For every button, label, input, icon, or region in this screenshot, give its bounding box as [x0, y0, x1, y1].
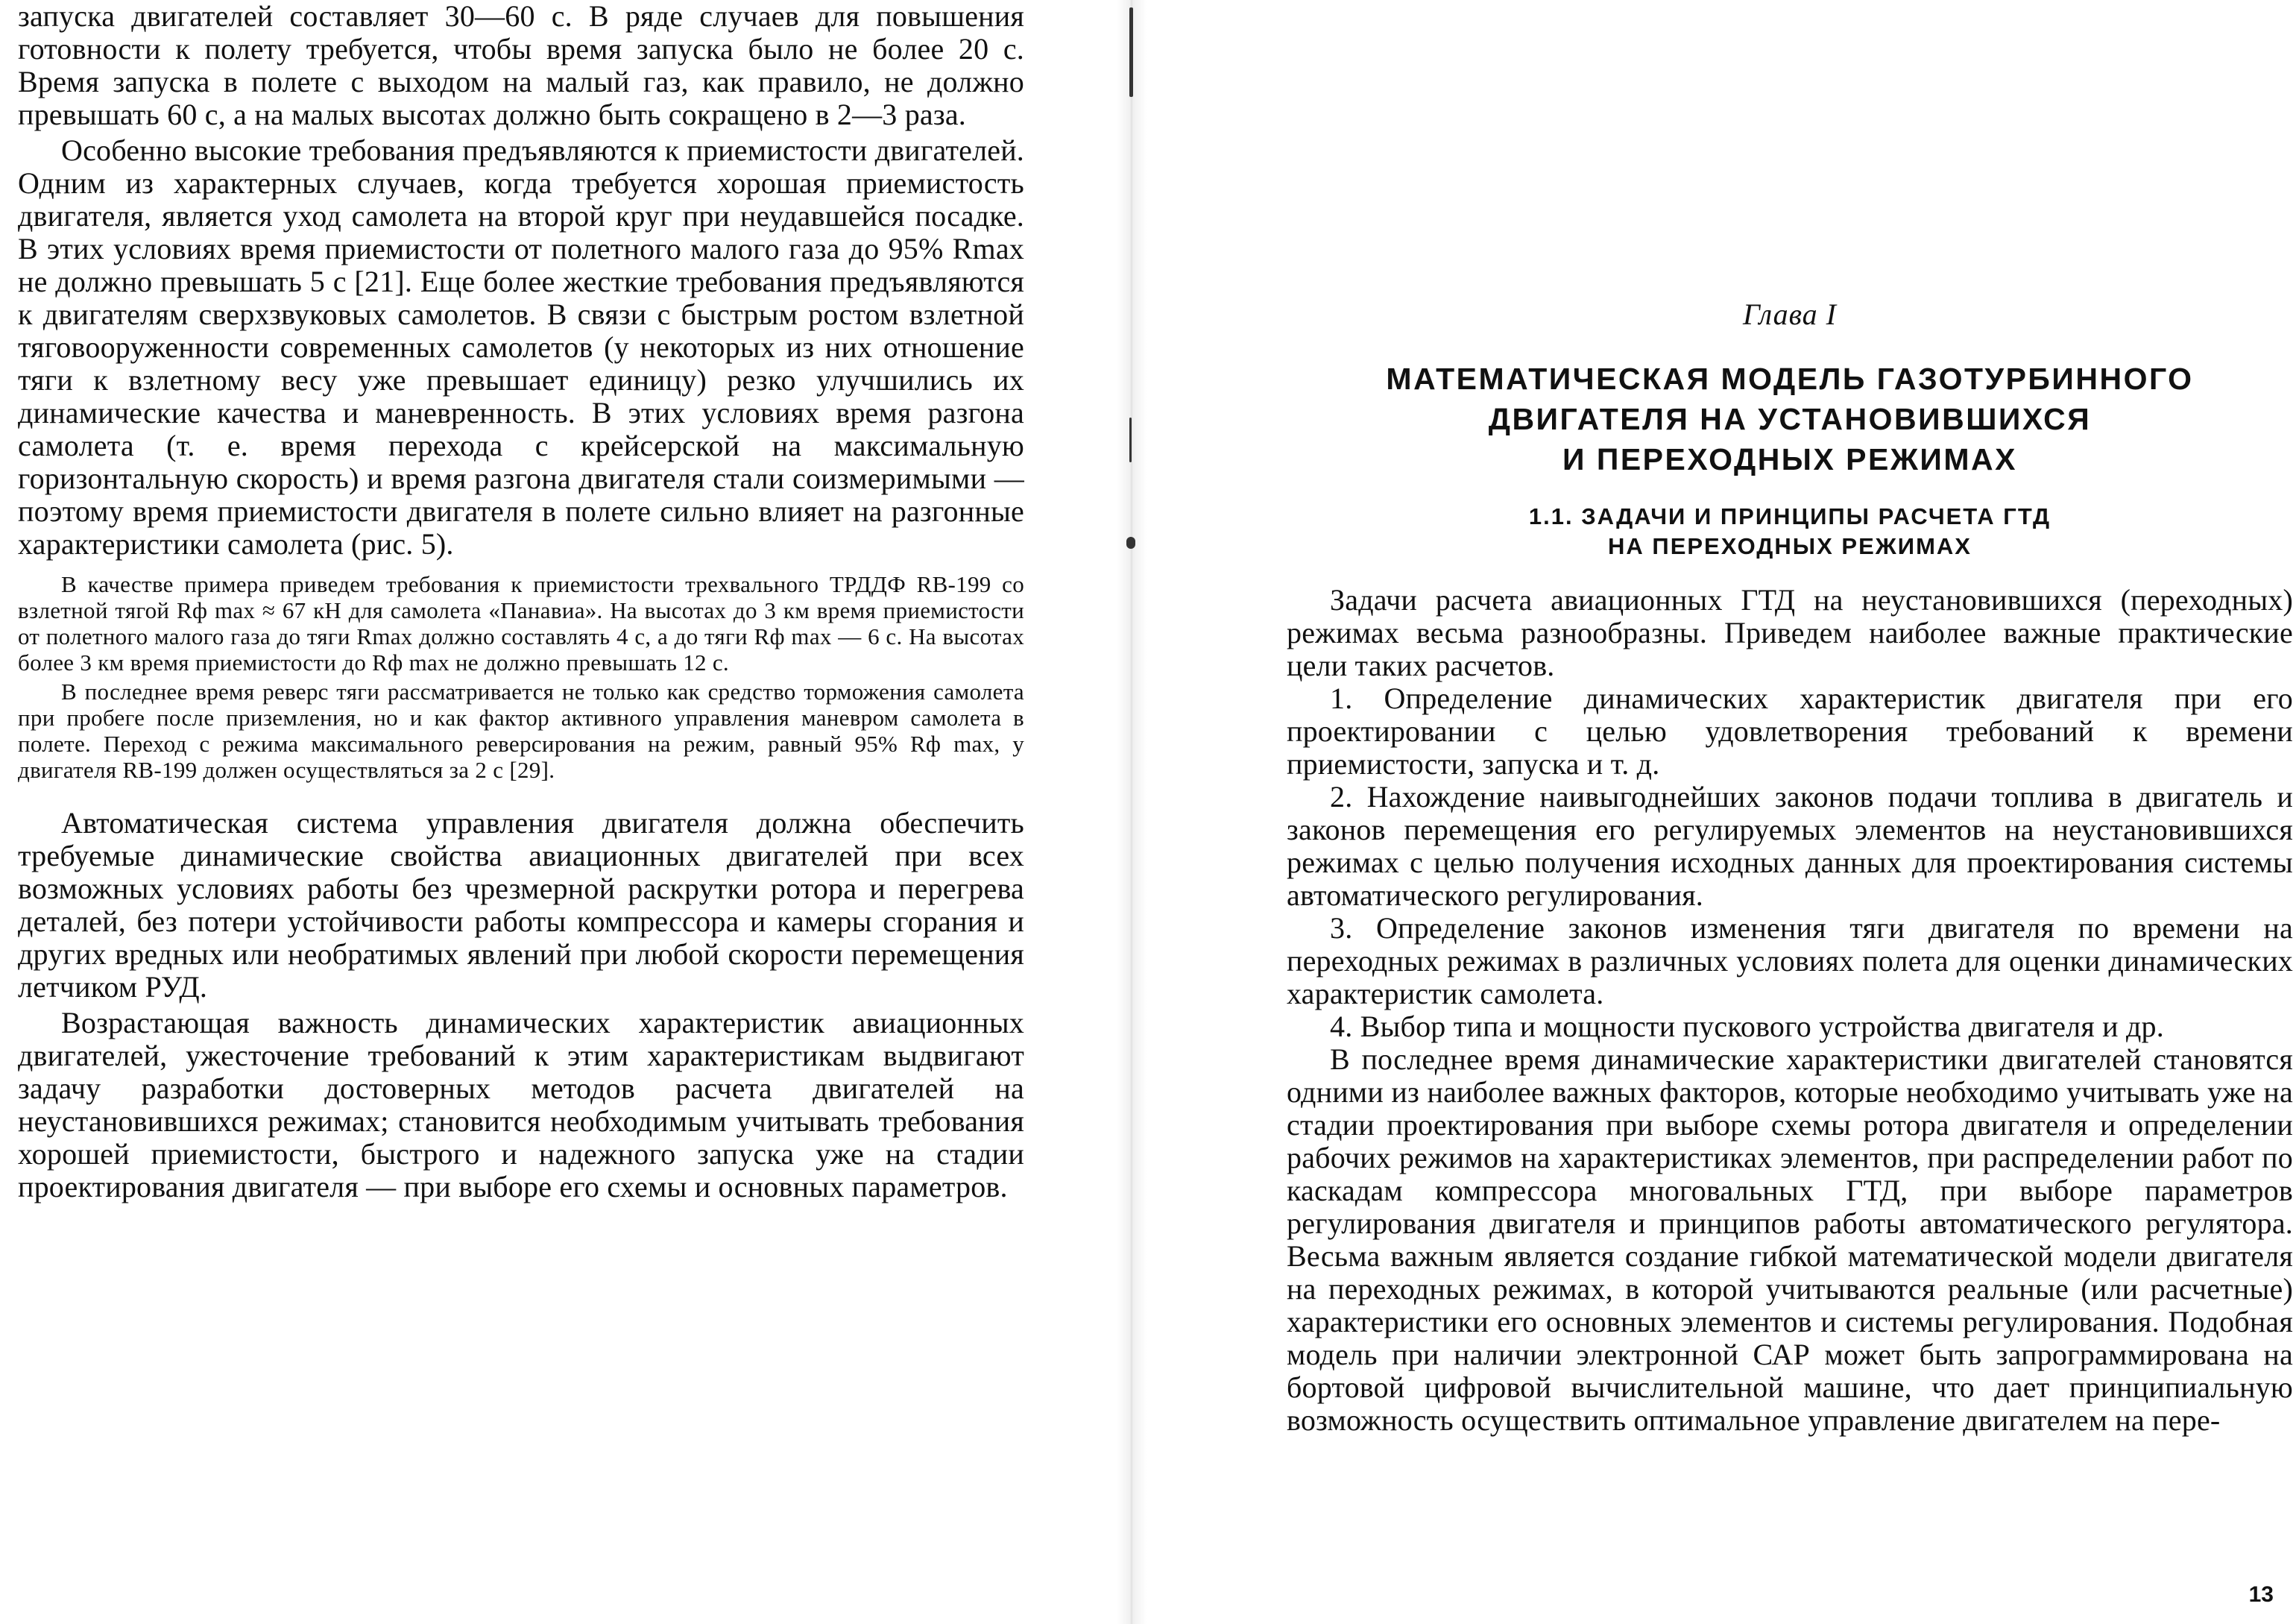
right-page [1148, 0, 2296, 1624]
right-paragraph-6: В последнее время динамические характеристики двигателей становятся одними из наиболее важных факторов, которые необходимо учитывать уже на стадии проектирования при выборе схемы ротора двигателя и определении рабочих режимов на характеристиках элементов, при распределении работ по каскадам компрессора многовальных ГТД, при выборе параметров регулирования двигателя и принципов работы автоматического регулятора. Весьма важным является создание гибкой математической модели двигателя на переходных режимах, в которой учитываются реальные (или расчетные) характеристики его основных элементов и системы регулирования. Подобная модель при наличии электронной САР может быть запрограммирована на бортовой цифровой вычислительной машине, что дает принципиальную возможность осуществить оптимальное управление двигателем на пере- [1287, 1042, 2293, 1437]
left-page-text-column [18, 0, 1024, 1203]
right-page-text-column [1287, 0, 2293, 1437]
left-small-paragraph-1: В качестве примера приведем требования к приемистости трехвального ТРДДФ RB-199 со взлетной тягой Rф max ≈ 67 кН для самолета «Панавиа». На высотах до 3 км время приемистости от полетного малого газа до тяги Rmax должно составлять 4 с, а до тяги Rф max — 6 с. На высотах более 3 км время приемистости до Rф max не должно превышать 12 с. [18, 571, 1024, 676]
left-paragraph-3: Автоматическая система управления двигателя должна обеспечить требуемые динамические свойства авиационных двигателей при всех возможных условиях работы без чрезмерной раскрутки ротора и перегрева деталей, без потери устойчивости работы компрессора и камеры сгорания и других вредных или необратимых явлений при любой скорости перемещения летчиком РУД. [18, 806, 1024, 1004]
gutter-scan-mark [1126, 537, 1135, 549]
chapter-title-line-3: И ПЕРЕХОДНЫХ РЕЖИМАХ [1562, 442, 2018, 476]
section-heading-line-1: 1.1. ЗАДАЧИ И ПРИНЦИПЫ РАСЧЕТА ГТД [1528, 503, 2051, 529]
chapter-title-line-2: ДВИГАТЕЛЯ НА УСТАНОВИВШИХСЯ [1488, 402, 2092, 436]
right-paragraph-5: 4. Выбор типа и мощности пускового устройства двигателя и др. [1330, 1010, 2164, 1043]
gutter-scan-mark [1129, 7, 1133, 97]
right-paragraph-3: 2. Нахождение наивыгоднейших законов подачи топлива в двигатель и законов перемещения его регулируемых элементов на неустановившихся режимах с целью получения исходных данных для проектирования системы автоматического регулирования. [1287, 780, 2293, 912]
section-heading-line-2: НА ПЕРЕХОДНЫХ РЕЖИМАХ [1608, 533, 1972, 559]
page-number: 13 [2248, 1582, 2274, 1607]
left-page [0, 0, 1118, 1624]
chapter-title-line-1: МАТЕМАТИЧЕСКАЯ МОДЕЛЬ ГАЗОТУРБИННОГО [1386, 362, 2194, 396]
left-paragraph-2: Особенно высокие требования предъявляются к приемистости двигателей. Одним из характерных случаев, когда требуется хорошая приемистость двигателя, является уход самолета на второй круг при неудавшейся посадке. В этих условиях время приемистости от полетного малого газа до 95% Rmax не должно превышать 5 с [21]. Еще более жесткие требования предъявляются к двигателям сверхзвуковых самолетов. В связи с быстрым ростом взлетной тяговооруженности современных самолетов (у некоторых из них отношение тяги к взлетному весу уже превышает единицу) резко улучшились их динамические качества и маневренность. В этих условиях время разгона самолета (т. е. время перехода с крейсерской на максимальную горизонтальную скорость) и время разгона двигателя стали соизмеримыми — поэтому время приемистости двигателя в полете сильно влияет на разгонные характеристики самолета (рис. 5). [18, 133, 1024, 561]
right-paragraph-4: 3. Определение законов изменения тяги двигателя по времени на переходных режимах в различных условиях полета для оценки динамических характеристик самолета. [1287, 911, 2293, 1010]
right-paragraph-1: Задачи расчета авиационных ГТД на неустановившихся (переходных) режимах весьма разнообразны. Приведем наиболее важные практические цели таких расчетов. [1287, 583, 2293, 682]
left-small-paragraph-2: В последнее время реверс тяги рассматривается не только как средство торможения самолета при пробеге после приземления, но и как фактор активного управления маневром самолета в полете. Переход с режима максимального реверсирования на режим, равный 95% Rф max, у двигателя RB-199 должен осуществляться за 2 с [29]. [18, 679, 1024, 783]
right-paragraph-2: 1. Определение динамических характеристик двигателя при его проектировании с целью удовлетворения требований к времени приемистости, запуска и т. д. [1287, 682, 2293, 781]
left-paragraph-1: запуска двигателей составляет 30—60 с. В ряде случаев для повышения готовности к полету требуется, чтобы время запуска было не более 20 с. Время запуска в полете с выходом на малый газ, как правило, не должно превышать 60 с, а на малых высотах должно быть сокращено в 2—3 раза. [18, 0, 1024, 131]
left-paragraph-4: Возрастающая важность динамических характеристик авиационных двигателей, ужесточение требований к этим характеристикам выдвигают задачу разработки достоверных методов расчета двигателей на неустановившихся режимах; становится необходимым учитывать требования хорошей приемистости, быстрого и надежного запуска уже на стадии проектирования двигателя — при выборе его схемы и основных параметров. [18, 1006, 1024, 1203]
book-gutter [1117, 0, 1147, 1624]
gutter-scan-mark [1129, 418, 1132, 462]
chapter-label: Глава I [1743, 298, 1837, 331]
